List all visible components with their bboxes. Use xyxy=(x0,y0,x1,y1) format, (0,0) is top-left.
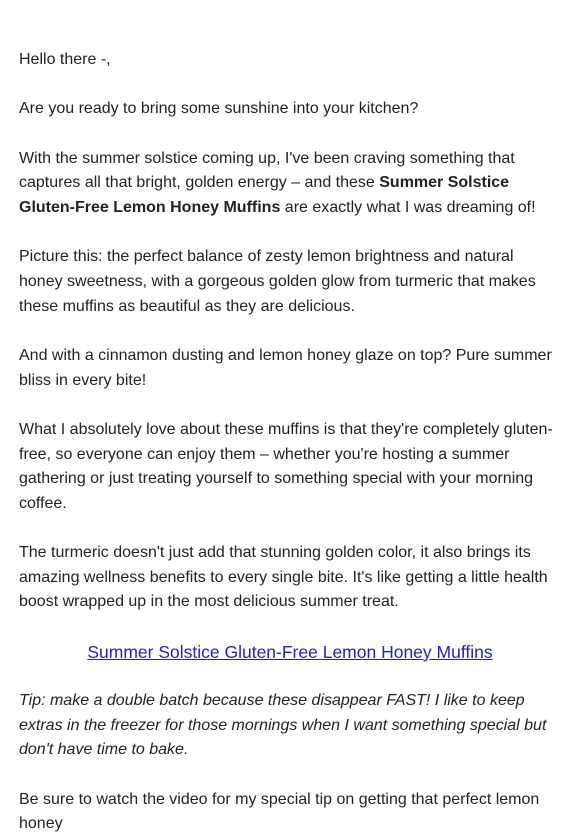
picture-paragraph: Picture this: the perfect balance of zesty lemon brightness and natural honey sweetness, with a gorgeous golden glow from turmeric that makes these muffins as beautiful as they are delicious. xyxy=(19,248,536,315)
recipe-link-row xyxy=(19,640,561,665)
solstice-paragraph xyxy=(19,147,561,221)
video-paragraph: Be sure to watch the video for my special tip on getting that perfect lemon honey xyxy=(19,790,540,833)
recipe-link[interactable]: Summer Solstice Gluten-Free Lemon Honey Muffins xyxy=(87,641,493,662)
greeting: Hello there -, xyxy=(19,51,111,68)
tip-text: Tip: make a double batch because these disappear FAST! I like to keep extras in the freezer for those mornings when I want something special but don't have time to bake. xyxy=(19,692,547,759)
solstice-text-after: are exactly what I was dreaming of! xyxy=(280,198,536,216)
glaze-paragraph: And with a cinnamon dusting and lemon honey glaze on top? Pure summer bliss in every bite! xyxy=(19,346,552,389)
recipe-name-bold: Summer Solstice Gluten-Free Lemon Honey Muffins xyxy=(19,174,510,216)
turmeric-paragraph: The turmeric doesn't just add that stunning golden color, it also brings its amazing wellness benefits to every single bite. It's like getting a little health boost wrapped up in the most delicious summer treat. xyxy=(19,544,548,611)
intro-paragraph: Are you ready to bring some sunshine into your kitchen? xyxy=(19,100,419,118)
solstice-text-before: With the summer solstice coming up, I've been craving something that captures all that bright, golden energy – and these xyxy=(19,149,515,192)
gluten-free-paragraph: What I absolutely love about these muffins is that they're completely gluten-free, so everyone can enjoy them – whether you're hosting a summer gathering or just treating yourself to something special with your morning coffee. xyxy=(19,420,553,512)
tip-paragraph xyxy=(19,689,561,763)
